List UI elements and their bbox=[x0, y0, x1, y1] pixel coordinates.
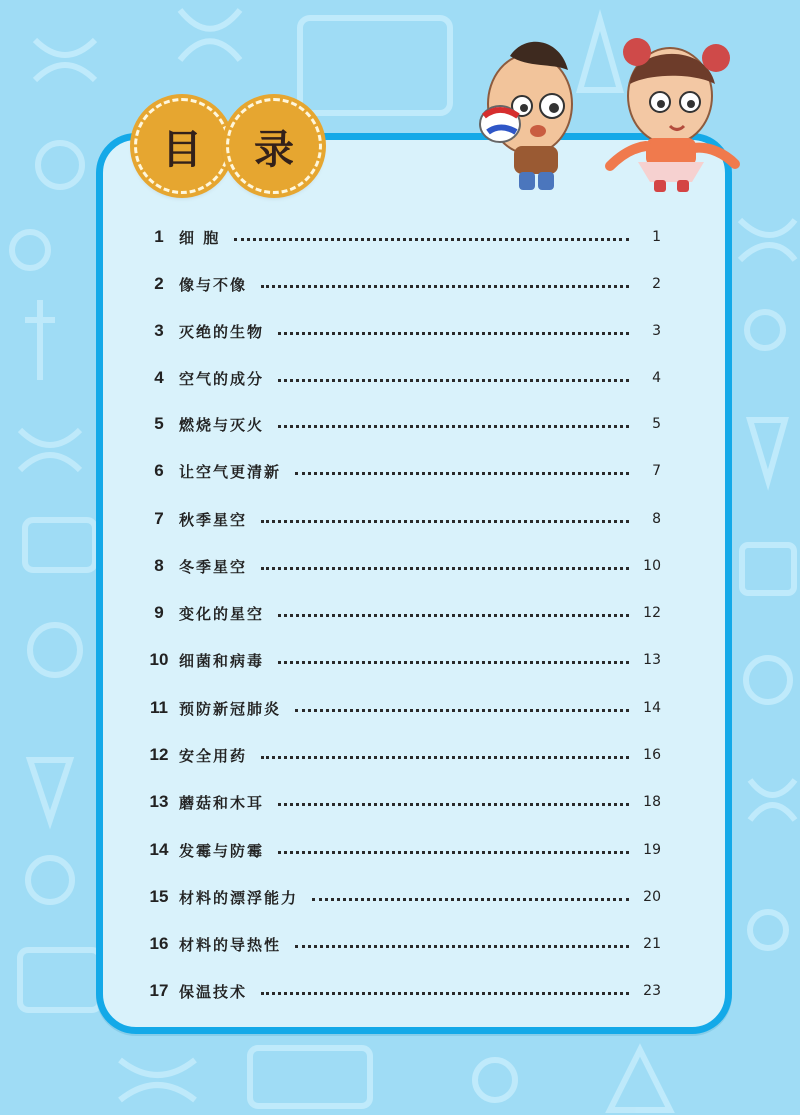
dot-leader bbox=[261, 567, 629, 570]
toc-row[interactable] bbox=[143, 364, 661, 392]
toc-page-number: 20 bbox=[643, 889, 661, 905]
toc-row[interactable] bbox=[143, 741, 661, 769]
dot-leader bbox=[261, 520, 629, 523]
toc-number: 6 bbox=[154, 461, 164, 480]
dot-leader bbox=[234, 238, 629, 241]
toc-number: 17 bbox=[149, 981, 169, 1000]
toc-number: 7 bbox=[154, 509, 164, 528]
dot-leader bbox=[278, 332, 629, 335]
toc-number: 13 bbox=[149, 792, 169, 811]
toc-number: 16 bbox=[149, 934, 169, 953]
toc-row[interactable] bbox=[143, 694, 661, 722]
toc-row[interactable] bbox=[143, 410, 661, 438]
dot-leader bbox=[295, 945, 629, 948]
toc-number: 12 bbox=[149, 745, 169, 764]
dot-leader bbox=[312, 898, 629, 901]
toc-number: 4 bbox=[154, 368, 164, 387]
dot-leader bbox=[261, 992, 629, 995]
toc-title: 燃烧与灭火 bbox=[179, 415, 265, 434]
toc-page-number: 18 bbox=[643, 794, 661, 810]
dot-leader bbox=[278, 851, 629, 854]
toc-row[interactable] bbox=[143, 930, 661, 958]
dot-leader bbox=[278, 379, 629, 382]
toc-title: 安全用药 bbox=[179, 746, 248, 765]
toc-page-number: 3 bbox=[652, 323, 661, 339]
toc-page-number: 10 bbox=[643, 558, 661, 574]
toc-title: 细 胞 bbox=[179, 228, 221, 247]
toc-row[interactable] bbox=[143, 646, 661, 674]
title-badge-mu bbox=[134, 98, 230, 194]
toc-title: 冬季星空 bbox=[179, 557, 248, 576]
dot-leader bbox=[261, 756, 629, 759]
toc-title: 细菌和病毒 bbox=[179, 651, 265, 670]
toc-row[interactable] bbox=[143, 977, 661, 1005]
toc-page-number: 13 bbox=[643, 652, 661, 668]
toc-title: 材料的漂浮能力 bbox=[179, 888, 299, 907]
toc-page-number: 7 bbox=[652, 463, 661, 479]
toc-row[interactable] bbox=[143, 317, 661, 345]
toc-title: 预防新冠肺炎 bbox=[179, 699, 282, 718]
dot-leader bbox=[278, 425, 629, 428]
toc-number: 3 bbox=[154, 321, 164, 340]
dot-leader bbox=[278, 614, 629, 617]
toc-row[interactable] bbox=[143, 599, 661, 627]
toc-title: 发霉与防霉 bbox=[179, 841, 265, 860]
toc-title: 让空气更清新 bbox=[179, 462, 282, 481]
dot-leader bbox=[295, 709, 629, 712]
toc-number: 1 bbox=[154, 227, 164, 246]
toc-title: 变化的星空 bbox=[179, 604, 265, 623]
boy-character bbox=[480, 42, 572, 190]
dot-leader bbox=[295, 472, 629, 475]
toc-page-number: 2 bbox=[652, 276, 661, 292]
toc-title: 秋季星空 bbox=[179, 510, 248, 529]
toc-title: 蘑菇和木耳 bbox=[179, 793, 265, 812]
dot-leader bbox=[278, 661, 629, 664]
toc-page-number: 5 bbox=[652, 416, 661, 432]
toc-title: 空气的成分 bbox=[179, 369, 265, 388]
toc-number: 8 bbox=[154, 556, 164, 575]
toc-number: 9 bbox=[154, 603, 164, 622]
toc-title: 像与不像 bbox=[179, 275, 248, 294]
toc-number: 5 bbox=[154, 414, 164, 433]
toc-row[interactable] bbox=[143, 457, 661, 485]
toc-page-number: 21 bbox=[643, 936, 661, 952]
toc-page-number: 12 bbox=[643, 605, 661, 621]
toc-page-number: 8 bbox=[652, 511, 661, 527]
toc-row[interactable] bbox=[143, 223, 661, 251]
cartoon-children-illustration bbox=[470, 28, 740, 196]
toc-page-number: 4 bbox=[652, 370, 661, 386]
toc-number: 15 bbox=[149, 887, 169, 906]
toc-row[interactable] bbox=[143, 788, 661, 816]
toc-number: 11 bbox=[150, 698, 168, 717]
title-char: 录 bbox=[254, 125, 294, 173]
toc-page-number: 23 bbox=[643, 983, 661, 999]
toc-page-number: 19 bbox=[643, 842, 661, 858]
title-badge-lu bbox=[226, 98, 322, 194]
toc-title: 材料的导热性 bbox=[179, 935, 282, 954]
toc-title: 灭绝的生物 bbox=[179, 322, 265, 341]
toc-page-number: 1 bbox=[652, 229, 661, 245]
toc-row[interactable] bbox=[143, 552, 661, 580]
toc-row[interactable] bbox=[143, 883, 661, 911]
dot-leader bbox=[261, 285, 629, 288]
dot-leader bbox=[278, 803, 629, 806]
toc-page-number: 14 bbox=[643, 700, 661, 716]
toc-row[interactable] bbox=[143, 836, 661, 864]
toc-number: 10 bbox=[149, 650, 169, 669]
toc-number: 2 bbox=[154, 274, 164, 293]
title-char: 目 bbox=[162, 125, 202, 173]
toc-row[interactable] bbox=[143, 505, 661, 533]
toc-row[interactable] bbox=[143, 270, 661, 298]
girl-character bbox=[610, 38, 735, 192]
toc-page-number: 16 bbox=[643, 747, 661, 763]
toc-title: 保温技术 bbox=[179, 982, 248, 1001]
toc-number: 14 bbox=[149, 840, 169, 859]
